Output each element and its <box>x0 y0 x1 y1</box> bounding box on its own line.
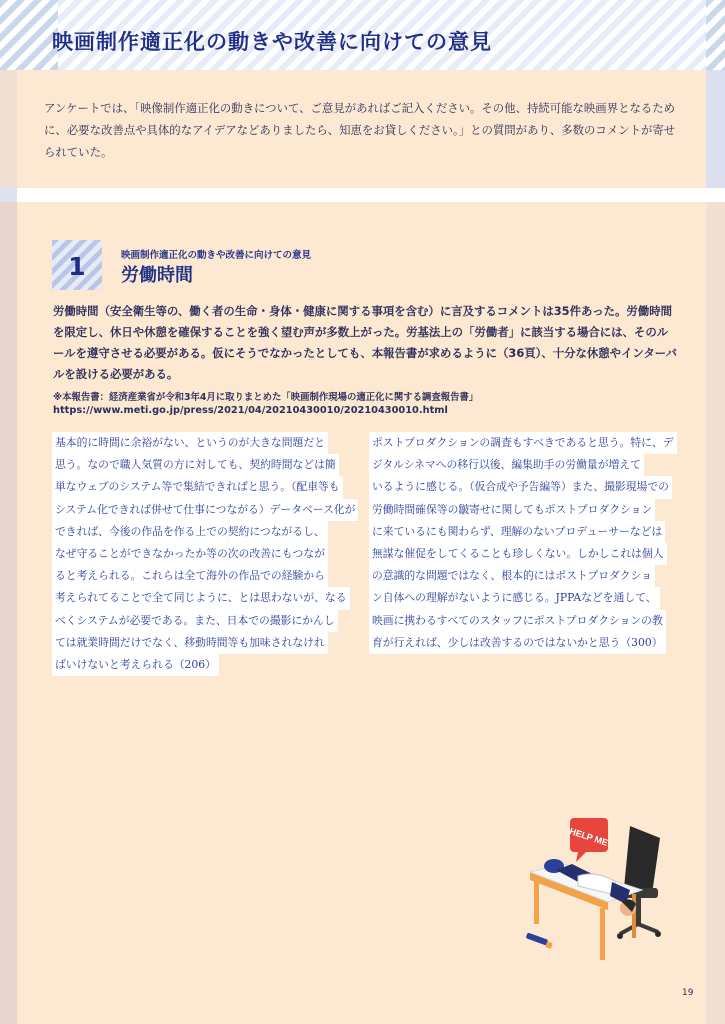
section-heading: 労働時間 <box>121 265 193 286</box>
comment-line: ジタルシネマへの移行以後、編集助手の労働量が増えて <box>369 454 644 476</box>
report-note: ※本報告書：経済産業省が令和3年4月に取りまとめた「映画制作現場の適正化に関する調査報告書」 <box>53 392 479 403</box>
exhausted-worker-illustration <box>512 812 672 972</box>
help-sign-icon <box>568 818 609 862</box>
comment-line: べくシステムが必要である。また、日本での撮影にかんし <box>52 610 338 632</box>
comment-line: 無謀な催促をしてくることも珍しくない。しかしこれは個人 <box>369 543 667 565</box>
comment-line: ン自体への理解がないように感じる。JPPAなどを通して、 <box>369 587 660 609</box>
comment-box-2 <box>369 432 677 654</box>
help-sign-text: HELP ME <box>568 826 610 848</box>
fallen-pen-icon <box>526 932 553 948</box>
comment-line: 映画に携わるすべてのスタッフにポストプロダクションの教 <box>369 610 666 632</box>
comment-line: 育が行えれば、少しは改善するのではないかと思う（300） <box>369 632 666 654</box>
side-bar-left <box>0 202 17 1024</box>
comment-line: なぜ守ることができなかったか等の次の改善にもつなが <box>52 543 328 565</box>
report-url: https://www.meti.go.jp/press/2021/04/20210430010/20210430010.html <box>53 405 448 416</box>
comment-line: 労働時間確保等の皺寄せに関してもポストプロダクション <box>369 499 655 521</box>
comment-line: 単なウェブのシステム等で集結できればと思う。（配車等も <box>52 476 343 498</box>
office-chair-icon <box>617 826 661 939</box>
side-bar-right <box>706 202 725 1024</box>
comment-line: の意識的な問題ではなく、根本的にはポストプロダクショ <box>369 565 655 587</box>
comment-line: ると考えられる。これらは全て海外の作品での経験から <box>52 565 328 587</box>
section-subtitle: 映画制作適正化の動きや改善に向けての意見 <box>121 250 312 261</box>
section-body: 労働時間（安全衛生等の、働く者の生命・身体・健康に関する事項を含む）に言及するコメントは35件あった。労働時間を限定し、休日や休憩を確保することを強く望む声が多数上がった。労基法上の「労働者」に該当する場合には、そのルールを遵守させる必要がある。仮にそうでなかったとしても、本報告書が求めるように（36頁）、十分な休憩やインターバルを設ける必要がある。 <box>53 304 677 381</box>
side-bar-right-top <box>706 70 725 188</box>
page-number: 19 <box>682 988 694 998</box>
header-stripe-right <box>706 0 725 70</box>
header-stripe-corner <box>0 0 58 70</box>
comment-line: 思う。なので職人気質の方に対しても、契約時間などは簡 <box>52 454 339 476</box>
comment-line: に来ているにも関わらず、理解のないプロデューサーなどは <box>369 521 665 543</box>
comment-line: いるように感じる。（仮合成や予告編等）また、撮影現場での <box>369 476 672 498</box>
comment-line: 考えられてることで全て同じように、とは思わないが、なる <box>52 587 350 609</box>
page-title: 映画制作適正化の動きや改善に向けての意見 <box>52 30 492 54</box>
comment-line: ばいけないと考えられる（206） <box>52 654 219 676</box>
comment-box-1 <box>52 432 358 676</box>
comment-line: ては就業時間だけでなく、移動時間等も加味されなけれ <box>52 632 328 654</box>
side-bar-divider <box>0 188 17 202</box>
comment-line: システム化できれば併せて仕事につながる）データベース化が <box>52 499 358 521</box>
side-bar-left-top <box>0 70 17 188</box>
comment-line: できれば、今後の作品を作る上での契約につながるし、 <box>52 521 328 543</box>
comment-line: 基本的に時間に余裕がない、というのが大きな問題だと <box>52 432 328 454</box>
comment-line: ポストプロダクションの調査もすべきであると思う。特に、デ <box>369 432 677 454</box>
section-number: 1 <box>68 252 86 281</box>
intro-text: アンケートでは、「映像制作適正化の動きについて、ご意見があればご記入ください。その他、持続可能な映画界となるために、必要な改善点や具体的なアイデアなどありましたら、知恵をお貸しください。」との質問があり、多数のコメントが寄せられていた。 <box>44 101 676 159</box>
